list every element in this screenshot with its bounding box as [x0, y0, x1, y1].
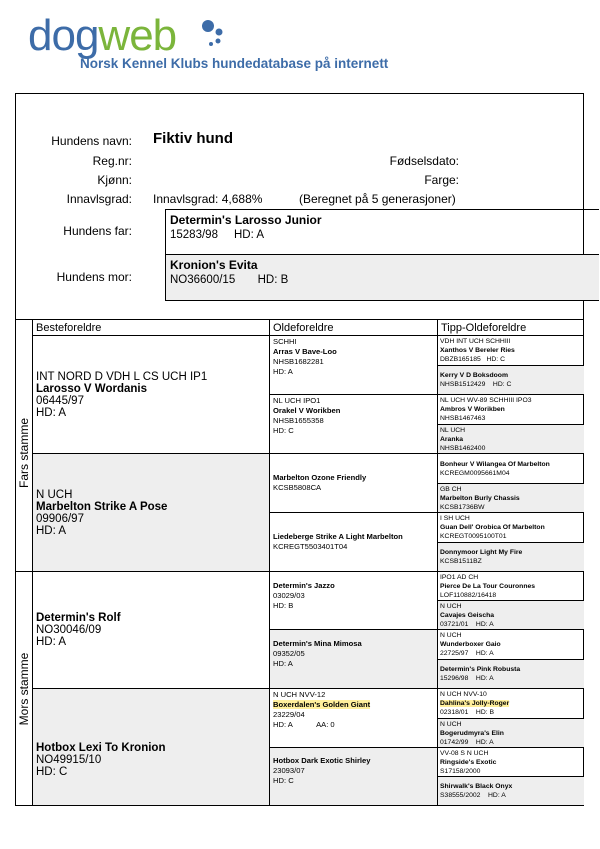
birth-label: Fødselsdato:: [389, 154, 459, 168]
gggp-hd: HD: A: [475, 621, 494, 628]
ggp-reg: 23093/07: [273, 766, 305, 775]
ggp-hd: HD: B: [273, 601, 294, 610]
inbreeding-value: Innavlsgrad: 4,688%: [153, 192, 263, 206]
gggp-name[interactable]: Aranka: [440, 436, 464, 443]
gggp-name[interactable]: Guan Dell' Orobica Of Marbelton: [440, 524, 545, 531]
grandparent-hd: HD: A: [36, 406, 67, 419]
gggp-title: GB CH: [440, 486, 462, 493]
ggp-hd: HD: A: [273, 659, 293, 668]
inbreeding-label: Innavlsgrad:: [66, 192, 132, 206]
header-tipp-oldeforeldre: Tipp-Oldeforeldre: [437, 319, 584, 335]
gggp-name[interactable]: Kerry V D Boksdoom: [440, 372, 508, 379]
ggp-aa: AA: 0: [316, 720, 335, 729]
ggp-hd-row: [273, 720, 434, 730]
gggp-title: N UCH: [440, 603, 462, 610]
ggp-reg: 23229/04: [273, 710, 305, 719]
gggp-reg: 01742/99: [440, 739, 469, 746]
gggp-reg: KCREGT0095100T01: [440, 533, 507, 540]
gggp-cell[interactable]: [437, 365, 584, 394]
gggp-name[interactable]: Determin's Pink Robusta: [440, 666, 521, 673]
gggp-hd: HD: A: [475, 650, 494, 657]
great-grandparent-cell[interactable]: [269, 747, 437, 805]
gggp-cell[interactable]: [437, 394, 584, 424]
gggp-cell[interactable]: [437, 629, 584, 659]
logo-wordmark: [28, 12, 176, 60]
mother-name[interactable]: Kronion's Evita: [170, 258, 258, 272]
gggp-title: I SH UCH: [440, 515, 470, 522]
gggp-reg: NHSB1512429: [440, 381, 486, 388]
gggp-cell[interactable]: [437, 424, 584, 453]
gggp-title: N UCH NVV-10: [440, 691, 487, 698]
grandparent-name[interactable]: Larosso V Wordanis: [36, 382, 147, 395]
ggp-title: NL UCH IPO1: [273, 396, 321, 405]
gggp-name[interactable]: Dahlina's Jolly-Roger: [440, 700, 510, 707]
ggp-hd: HD: A: [273, 720, 293, 729]
logo-web-text: web: [98, 11, 177, 60]
fars-stamme-label: Fars stamme: [17, 417, 31, 489]
grandparent-hd: HD: A: [36, 524, 67, 537]
gggp-reg: 22725/97: [440, 650, 469, 657]
header-oldeforeldre: Oldeforeldre: [269, 319, 437, 335]
gggp-cell[interactable]: [437, 512, 584, 542]
ggp-hd: HD: A: [273, 367, 293, 376]
gggp-cell[interactable]: [437, 571, 584, 600]
gggp-hd: HD: A: [475, 739, 494, 746]
gggp-title: VDH INT UCH SCHHIII: [440, 338, 511, 345]
ggp-title: SCHHI: [273, 337, 297, 346]
gggp-reg: NHSB1462400: [440, 445, 486, 452]
gggp-name[interactable]: Bonheur V Wilangea Of Marbelton: [440, 460, 550, 468]
mother-box[interactable]: [165, 254, 599, 301]
grandparent-reg: 09906/97: [36, 512, 84, 525]
ggp-hd: HD: C: [273, 426, 294, 435]
gggp-hd: HD: C: [486, 356, 505, 363]
ggp-reg: 09352/05: [273, 649, 305, 658]
great-grandparent-cell[interactable]: [269, 335, 437, 394]
gggp-reg: NHSB1467463: [440, 415, 486, 422]
ggp-reg: NHSB1682281: [273, 357, 324, 366]
grandparent-cell[interactable]: [32, 688, 269, 805]
mother-reg: NO36600/15: [170, 274, 236, 286]
gggp-cell[interactable]: [437, 659, 584, 688]
gggp-reg: S38555/2002: [440, 792, 481, 799]
gggp-hd: HD: A: [488, 792, 506, 799]
gggp-name[interactable]: Cavajes Geischa: [440, 612, 495, 619]
gggp-name[interactable]: Wunderboxer Gaio: [440, 641, 501, 648]
gggp-title: N UCH: [440, 721, 462, 728]
grandparent-cell[interactable]: [32, 335, 269, 453]
gggp-title: IPO1 AD CH: [440, 574, 479, 581]
dog-name: Fiktiv hund: [153, 130, 233, 147]
grandparent-reg: 06445/97: [36, 394, 84, 407]
dog-name-label: Hundens navn:: [51, 134, 132, 148]
gggp-name[interactable]: Marbelton Burly Chassis: [440, 495, 520, 502]
pedigree-frame: [15, 93, 584, 806]
gggp-name[interactable]: Pierce De La Tour Couronnes: [440, 583, 536, 590]
gggp-name[interactable]: Ambros V Worikben: [440, 406, 505, 413]
mother-label: Hundens mor:: [56, 270, 132, 284]
grandparent-name[interactable]: Determin's Rolf: [36, 612, 121, 624]
gggp-title: VV-08 S N UCH: [440, 750, 489, 757]
great-grandparent-cell[interactable]: [269, 453, 437, 512]
ggp-name[interactable]: Determin's Mina Mimosa: [273, 639, 362, 648]
grandparent-hd: HD: C: [36, 766, 68, 778]
gender-label: Kjønn:: [97, 173, 132, 187]
mother-hd: HD: B: [257, 274, 289, 286]
father-name[interactable]: Determin's Larosso Junior: [170, 213, 322, 227]
gggp-name[interactable]: Donnymoor Light My Fire: [440, 549, 523, 556]
gggp-hd: HD: A: [475, 675, 494, 682]
gggp-reg: DBZB165185: [440, 356, 481, 363]
ggp-reg: NHSB1655358: [273, 416, 324, 425]
ggp-name[interactable]: Arras V Bave-Loo: [273, 347, 337, 356]
gggp-reg: KCSB1736BW: [440, 504, 485, 511]
gggp-cell[interactable]: [437, 483, 584, 512]
gggp-reg: LOF110882/16418: [440, 592, 497, 599]
inbreeding-note: (Beregnet på 5 generasjoner): [299, 192, 456, 206]
father-details: [170, 229, 595, 241]
reg-label: Reg.nr:: [92, 154, 132, 168]
mors-stamme-label: Mors stamme: [16, 571, 32, 805]
grandparent-reg: NO30046/09: [36, 624, 102, 636]
father-box[interactable]: [165, 209, 599, 255]
logo-subtitle: Norsk Kennel Klubs hundedatabase på internett: [80, 56, 389, 71]
gggp-cell[interactable]: [437, 600, 584, 629]
gggp-hd: HD: B: [475, 709, 495, 716]
ggp-name[interactable]: Boxerdalen's Golden Giant: [273, 700, 371, 709]
ggp-name[interactable]: Hotbox Dark Exotic Shirley: [273, 756, 371, 765]
gggp-cell[interactable]: [437, 335, 584, 365]
gggp-cell[interactable]: [437, 453, 584, 483]
gggp-reg: 02318/01: [440, 709, 469, 716]
gggp-name[interactable]: Shirwalk's Black Onyx: [440, 783, 513, 790]
ggp-reg: 03029/03: [273, 591, 305, 600]
gggp-cell[interactable]: [437, 718, 584, 747]
gggp-hd: HD: C: [492, 381, 512, 388]
grandparent-name[interactable]: Marbelton Strike A Pose: [36, 500, 168, 513]
header-spacer: [16, 319, 32, 335]
gggp-reg: KCSB1511BZ: [440, 558, 482, 565]
grandparent-cell[interactable]: [32, 571, 269, 688]
grandparent-hd: HD: A: [36, 636, 67, 648]
gggp-cell[interactable]: [437, 688, 584, 718]
ggp-name[interactable]: Liedeberge Strike A Light Marbelton: [273, 532, 403, 541]
grandparent-title: INT NORD D VDH L CS UCH IP1: [36, 370, 208, 383]
father-label: Hundens far:: [63, 224, 132, 238]
father-reg: 15283/98: [170, 229, 218, 241]
great-grandparent-cell[interactable]: [269, 571, 437, 629]
ggp-title: N UCH NVV-12: [273, 690, 326, 699]
gggp-name[interactable]: Xanthos V Bereler Ries: [440, 347, 515, 354]
gggp-reg: 15296/98: [440, 675, 469, 682]
gggp-title: NL UCH WV-89 SCHHIII IPO3: [440, 397, 532, 404]
gggp-cell[interactable]: [437, 776, 584, 805]
ggp-reg: KCREGT5503401T04: [273, 542, 348, 551]
great-grandparent-cell[interactable]: [269, 629, 437, 688]
gggp-reg: KCREGM0095661M04: [440, 469, 510, 477]
paw-dots-icon: [198, 16, 258, 56]
gggp-name[interactable]: Ringside's Exotic: [440, 759, 497, 766]
ggp-reg: KCSB5808CA: [273, 483, 322, 492]
ggp-name[interactable]: Marbelton Ozone Friendly: [273, 473, 367, 482]
grandparent-name[interactable]: Hotbox Lexi To Kronion: [36, 742, 166, 754]
grandparent-title: N UCH: [36, 488, 73, 501]
gggp-reg: 03721/01: [440, 621, 469, 628]
header-besteforeldre: Besteforeldre: [32, 319, 269, 335]
logo-dog-text: dog: [28, 11, 99, 60]
gggp-cell[interactable]: [437, 542, 584, 571]
great-grandparent-cell[interactable]: [269, 512, 437, 571]
grandparent-reg: NO49915/10: [36, 754, 102, 766]
mother-details: [170, 274, 595, 286]
color-label: Farge:: [424, 173, 459, 187]
gggp-cell[interactable]: [437, 747, 584, 776]
great-grandparent-cell[interactable]: [269, 688, 437, 747]
great-grandparent-cell[interactable]: [269, 394, 437, 453]
gggp-reg: S17158/2000: [440, 768, 481, 775]
gggp-title: NL UCH: [440, 427, 466, 434]
ggp-name[interactable]: Orakel V Worikben: [273, 406, 341, 415]
gggp-title: N UCH: [440, 632, 462, 639]
ggp-name[interactable]: Determin's Jazzo: [273, 581, 335, 590]
dogweb-logo[interactable]: [28, 12, 448, 72]
father-hd: HD: A: [233, 229, 264, 241]
gggp-name[interactable]: Bogerudmyra's Elin: [440, 730, 504, 737]
grandparent-cell[interactable]: [32, 453, 269, 571]
ggp-hd: HD: C: [273, 776, 294, 785]
